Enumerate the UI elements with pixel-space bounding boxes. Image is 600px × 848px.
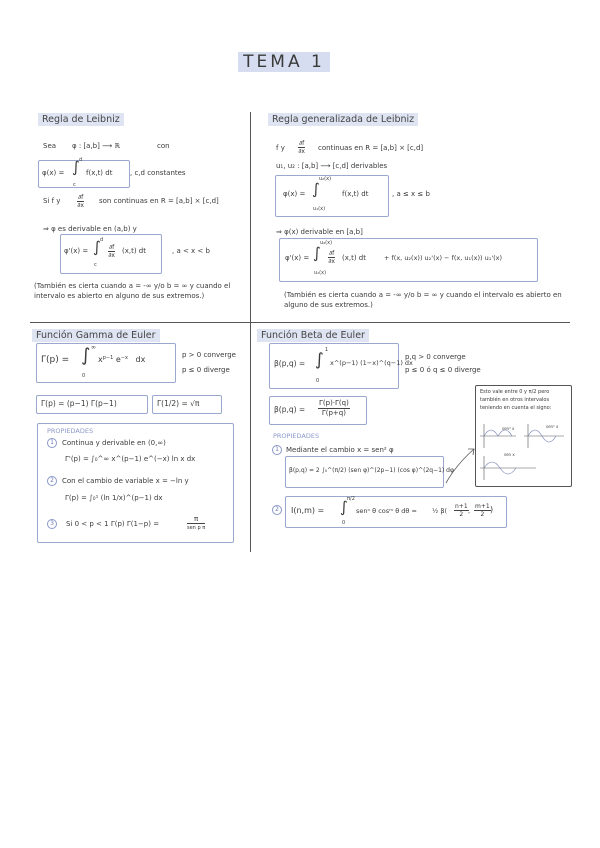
gamma-int-sign: ∫ (81, 345, 91, 366)
beta-cond1: p,q > 0 converge (405, 353, 466, 361)
beta-arrow (444, 445, 478, 485)
gamma-integrand: $x^{p-1}$ $e^{-x}$ dx (98, 355, 146, 364)
gen-f-y: f y (276, 144, 285, 152)
gen-partial-frac: $\frac{\partial f}{\partial x}$ (298, 140, 305, 155)
beta-graph-label-2: sen x (504, 452, 515, 457)
gen-deriv-rest: + f(x, u₂(x)) u₂'(x) − f(x, u₁(x)) u₁'(x) (384, 254, 503, 262)
gamma-prop3-number: 3 (47, 519, 57, 529)
beta-gamma-lhs: β(p,q) = (274, 405, 306, 414)
leibniz-lower-c: c (73, 182, 76, 188)
beta-prop2-frac-b: $\frac{m+1}{2}$ (475, 503, 490, 518)
leibniz-sea: Sea (43, 142, 57, 150)
gen-integrand: f(x,t) dt (342, 190, 369, 198)
beta-prop2-frac-a: $\frac{n+1}{2}$ (455, 503, 468, 518)
leibniz-gen-heading: Regla generalizada de Leibniz (268, 113, 418, 126)
gen-deriv-upper: u₂(x) (320, 240, 333, 246)
leibniz-deriv-lower: c (94, 262, 97, 268)
gen-deriv-frac: $\frac{\partial f}{\partial x}$ (328, 250, 335, 265)
gamma-prop1-formula: Γ'(p) = ∫₀^∞ x^(p−1) e^(−x) ln x dx (65, 455, 196, 463)
gamma-cond2: p ≤ 0 diverge (182, 366, 230, 374)
leibniz-deriv-int-sign: ∫ (93, 238, 101, 256)
gen-u-map: u₁, u₂ : [a,b] ⟶ [c,d] derivables (276, 162, 388, 170)
leibniz-range: , a < x < b (172, 247, 210, 255)
leibniz-note: (También es cierta cuando a = -∞ y/o b = ∞ y cuando el intervalo es abierto en alguno de sus extremos.) (34, 282, 231, 300)
gen-phi-def: φ(x) = (283, 190, 306, 198)
gamma-prop2-number: 2 (47, 476, 57, 486)
beta-sidenote-graphs (476, 420, 569, 484)
gen-range: , a ≤ x ≤ b (392, 190, 430, 198)
beta-props-label: PROPIEDADES (273, 432, 320, 440)
leibniz-upper-d: d (79, 157, 83, 163)
gen-deriv-int-sign: ∫ (313, 244, 321, 262)
beta-gamma-frac: $\frac{\Gamma(p)\cdot\Gamma(q)}{\Gamma(p+q)}$ (319, 399, 349, 417)
gen-lower: u₁(x) (313, 206, 326, 212)
gamma-upper: ∞ (91, 344, 96, 351)
gamma-prop3-text: Si 0 < p < 1 Γ(p) Γ(1−p) = (66, 520, 160, 528)
leibniz-deriv-int: (x,t) dt (122, 247, 146, 255)
gamma-rec: Γ(p) = (p−1) Γ(p−1) (41, 399, 117, 408)
leibniz-con: con (157, 142, 170, 150)
beta-prop2-lhs: I(n,m) = (291, 506, 325, 515)
gamma-prop3-frac: π sen p π (187, 515, 206, 531)
beta-heading: Función Beta de Euler (257, 329, 369, 342)
beta-upper: 1 (325, 347, 329, 353)
gamma-cond1: p > 0 converge (182, 351, 236, 359)
leibniz-cd-const: , c,d constantes (130, 169, 186, 177)
gen-note: (También es cierta cuando a = -∞ y/o b = ∞ y cuando el intervalo es abierto en alguno de sus extremos.) (284, 291, 562, 309)
gen-deriv-lhs: φ'(x) = (285, 254, 310, 262)
leibniz-int-sign: ∫ (72, 158, 80, 176)
leibniz-cont-text: son continuas en R = [a,b] × [c,d] (99, 197, 219, 205)
beta-graph-label-1: sen² x (546, 424, 559, 429)
gamma-def-lhs: Γ(p) = (41, 355, 70, 365)
beta-lower: 0 (316, 378, 320, 384)
beta-prop2-int: senⁿ θ cosᵐ θ dθ = (356, 507, 417, 515)
beta-prop2-close: ) (490, 505, 494, 514)
leibniz-partial-frac: $\frac{\partial f}{\partial x}$ (77, 194, 84, 209)
leibniz-if-text: Si f y (43, 197, 61, 205)
gamma-half: Γ(1/2) = √π (157, 399, 200, 408)
beta-prop2-comma: , (468, 507, 471, 515)
beta-def-lhs: β(p,q) = (274, 359, 306, 368)
beta-cond2: p ≤ 0 ó q ≤ 0 diverge (405, 366, 481, 374)
beta-int-sign: ∫ (315, 350, 324, 370)
gamma-heading: Función Gamma de Euler (32, 329, 160, 342)
gen-upper: u₂(x) (319, 176, 332, 182)
leibniz-phi-def: φ(x) = (42, 169, 65, 177)
leibniz-deriv-upper: d (100, 237, 104, 243)
gen-deriv-int: (x,t) dt (342, 254, 366, 262)
beta-integrand: x^(p−1) (1−x)^(q−1) dx (330, 359, 413, 367)
leibniz-heading: Regla de Leibniz (38, 113, 124, 126)
beta-prop2-number: 2 (272, 505, 282, 515)
leibniz-deriv-frac: $\frac{\partial f}{\partial x}$ (108, 244, 115, 259)
leibniz-deriv-lhs: φ'(x) = (64, 247, 89, 255)
leibniz-implies: ⇒ φ es derivable en (a,b) y (43, 225, 137, 233)
gamma-lower: 0 (82, 373, 86, 379)
beta-prop2-lower: 0 (342, 520, 346, 526)
gen-deriv-lower: u₁(x) (314, 270, 327, 276)
beta-prop1-text: Mediante el cambio x = sen² φ (286, 446, 394, 454)
beta-prop1-number: 1 (272, 445, 282, 455)
beta-prop2-upper: π/2 (347, 496, 355, 502)
beta-prop2-rhs: ½ β( (432, 507, 448, 515)
gen-implies: ⇒ φ(x) derivable en [a,b] (276, 228, 363, 236)
gamma-props-label: PROPIEDADES (47, 427, 94, 435)
vertical-divider (250, 112, 251, 552)
gamma-prop1-number: 1 (47, 438, 57, 448)
gamma-prop2-formula: Γ(p) = ∫₀¹ (ln 1/x)^(p−1) dx (65, 494, 163, 502)
leibniz-map: φ : [a,b] ⟶ ℝ (72, 142, 120, 150)
beta-graph-label-3: sen³ x (502, 426, 515, 431)
beta-sidenote: Esto vale entre 0 y π/2 pero también en otros intervalos teniendo en cuenta el signo: (480, 389, 552, 411)
beta-prop1-formula: β(p,q) = 2 ∫₀^(π/2) (sen φ)^(2p−1) (cos φ)^(2q−1) dφ (289, 467, 454, 474)
leibniz-integrand: f(x,t) dt (86, 169, 113, 177)
horizontal-divider (30, 322, 570, 323)
gen-int-sign: ∫ (312, 180, 320, 198)
gen-cont: continuas en R = [a,b] × [c,d] (318, 144, 424, 152)
beta-prop2-int-sign: ∫ (340, 498, 348, 516)
page-title: TEMA 1 (238, 52, 330, 72)
gamma-prop1-text: Continua y derivable en (0,∞) (62, 439, 166, 447)
gamma-prop2-text: Con el cambio de variable x = −ln y (62, 477, 189, 485)
